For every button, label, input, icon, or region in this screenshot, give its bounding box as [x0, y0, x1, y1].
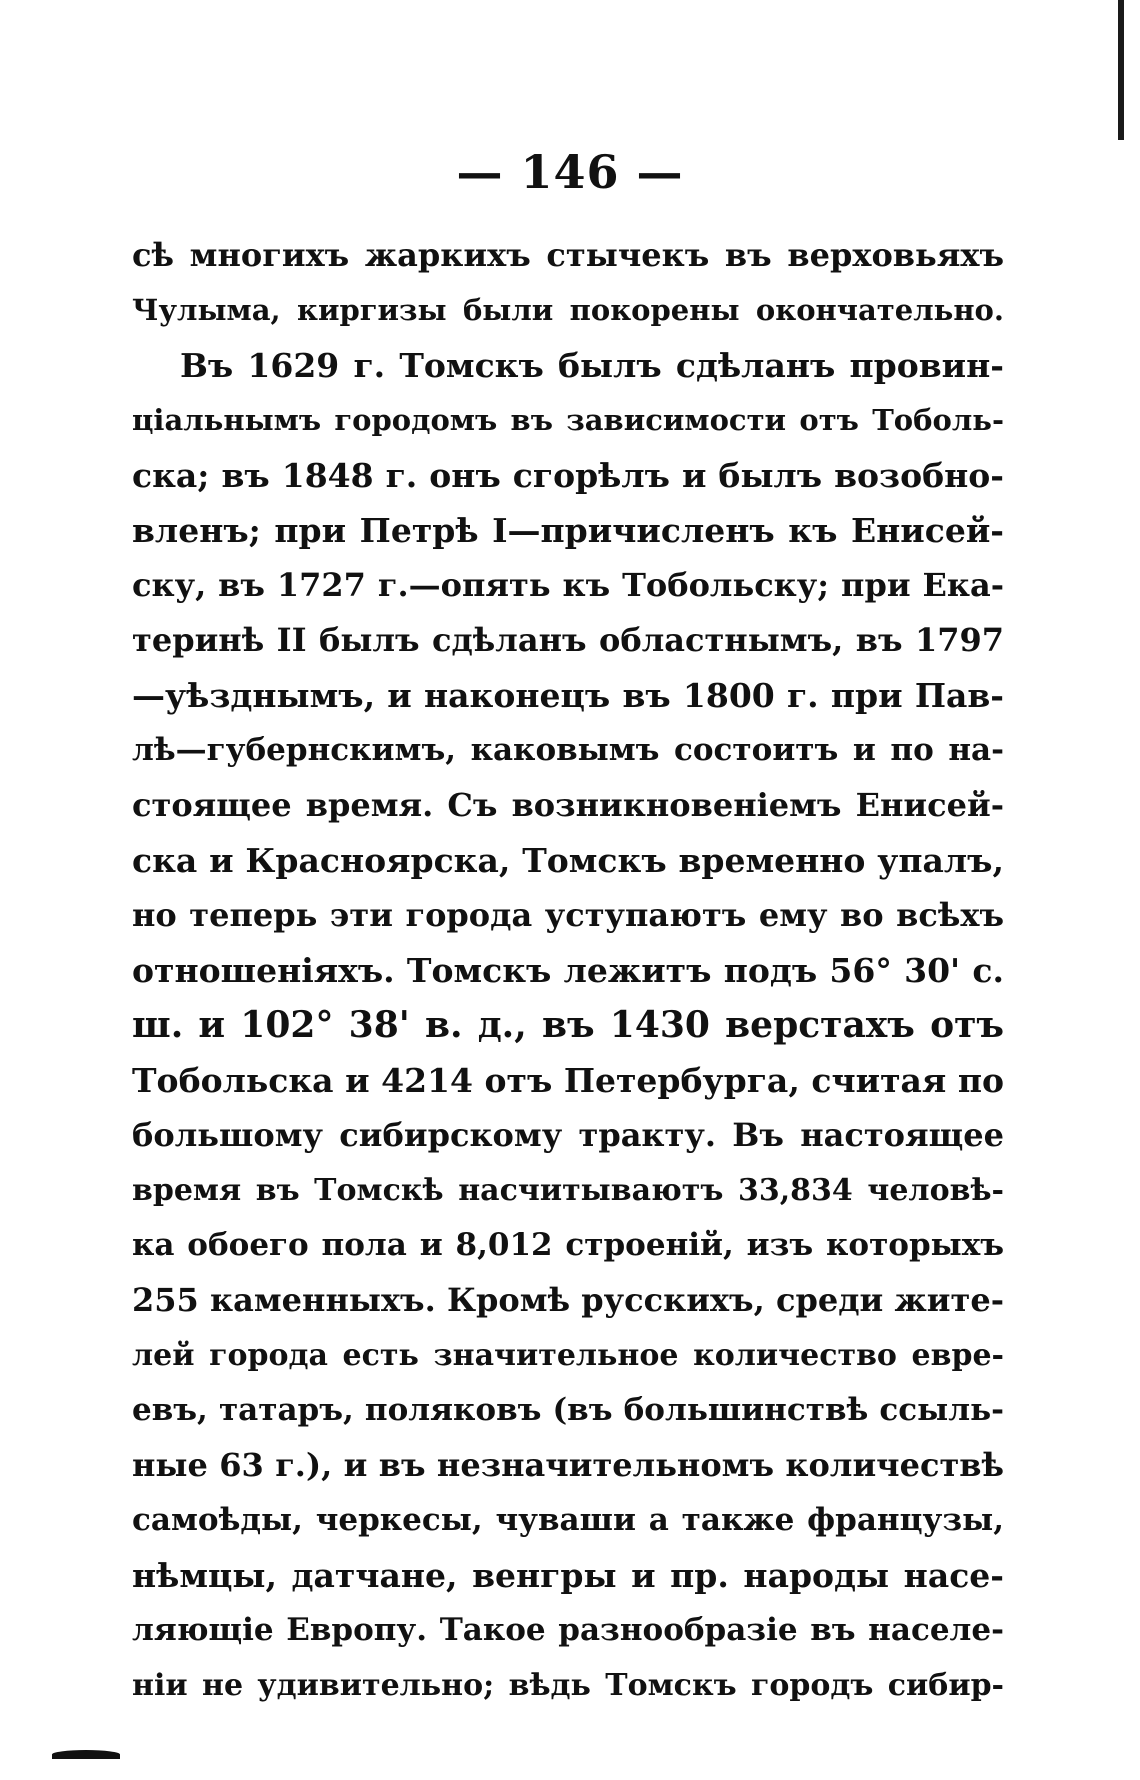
text-line: время въ Томскѣ насчитываютъ 33,834 человѣ-: [132, 1173, 1004, 1208]
body-text: [132, 228, 1004, 1713]
text-line: ска и Красноярска, Томскъ временно упалъ,: [132, 841, 1004, 880]
text-line: но теперь эти города уступаютъ ему во всѣхъ: [132, 896, 1004, 934]
text-line: лей города есть значительное количество евре-: [132, 1338, 1004, 1373]
text-line: ка обоего пола и 8,012 строеній, изъ которыхъ: [132, 1227, 1004, 1263]
text-line: стоящее время. Съ возникновеніемъ Енисей-: [132, 786, 1004, 824]
text-line: ніи не удивительно; вѣдь Томскъ городъ сибир-: [132, 1668, 1004, 1703]
text-line: —уѣзднымъ, и наконецъ въ 1800 г. при Пав-: [132, 676, 1004, 715]
text-line: 255 каменныхъ. Кромѣ русскихъ, среди жите-: [132, 1281, 1004, 1319]
text-line: ска; въ 1848 г. онъ сгорѣлъ и былъ возобно-: [132, 456, 1004, 495]
page-edge-line: [1118, 0, 1124, 140]
text-line: ные 63 г.), и въ незначительномъ количествѣ: [132, 1446, 1004, 1484]
text-line: ціальнымъ городомъ въ зависимости отъ Тоболь-: [132, 403, 1004, 437]
text-line: Тобольска и 4214 отъ Петербурга, считая по: [132, 1061, 1004, 1100]
text-line: самоѣды, черкесы, чуваши а также французы,: [132, 1502, 1004, 1538]
text-line: сѣ многихъ жаркихъ стычекъ въ верховьяхъ: [132, 236, 1004, 274]
text-line: евъ, татаръ, поляковъ (въ большинствѣ ссыль-: [132, 1392, 1004, 1428]
printer-mark: [52, 1750, 120, 1759]
page-number: — 146 —: [456, 145, 684, 199]
text-line: нѣмцы, датчане, венгры и пр. народы насе-: [132, 1556, 1004, 1595]
text-line: лѣ—губернскимъ, каковымъ состоитъ и по на-: [132, 732, 1004, 768]
text-line: теринѣ II былъ сдѣланъ областнымъ, въ 1797: [132, 621, 1004, 659]
text-line: ш. и 102° 38' в. д., въ 1430 верстахъ отъ: [132, 1004, 1004, 1046]
text-line: ляющіе Европу. Такое разнообразіе въ населе-: [132, 1612, 1004, 1648]
text-line: Чулыма, киргизы были покорены окончательно.: [132, 293, 1004, 327]
text-line: отношеніяхъ. Томскъ лежитъ подъ 56° 30' с.: [132, 951, 1004, 990]
text-line: большому сибирскому тракту. Въ настоящее: [132, 1116, 1004, 1154]
text-line: вленъ; при Петрѣ I—причисленъ къ Енисей-: [132, 511, 1004, 550]
text-line: ску, въ 1727 г.—опять къ Тобольску; при Ека-: [132, 566, 1004, 604]
paragraph-start-line: Въ 1629 г. Томскъ былъ сдѣланъ провин-: [180, 346, 1004, 385]
